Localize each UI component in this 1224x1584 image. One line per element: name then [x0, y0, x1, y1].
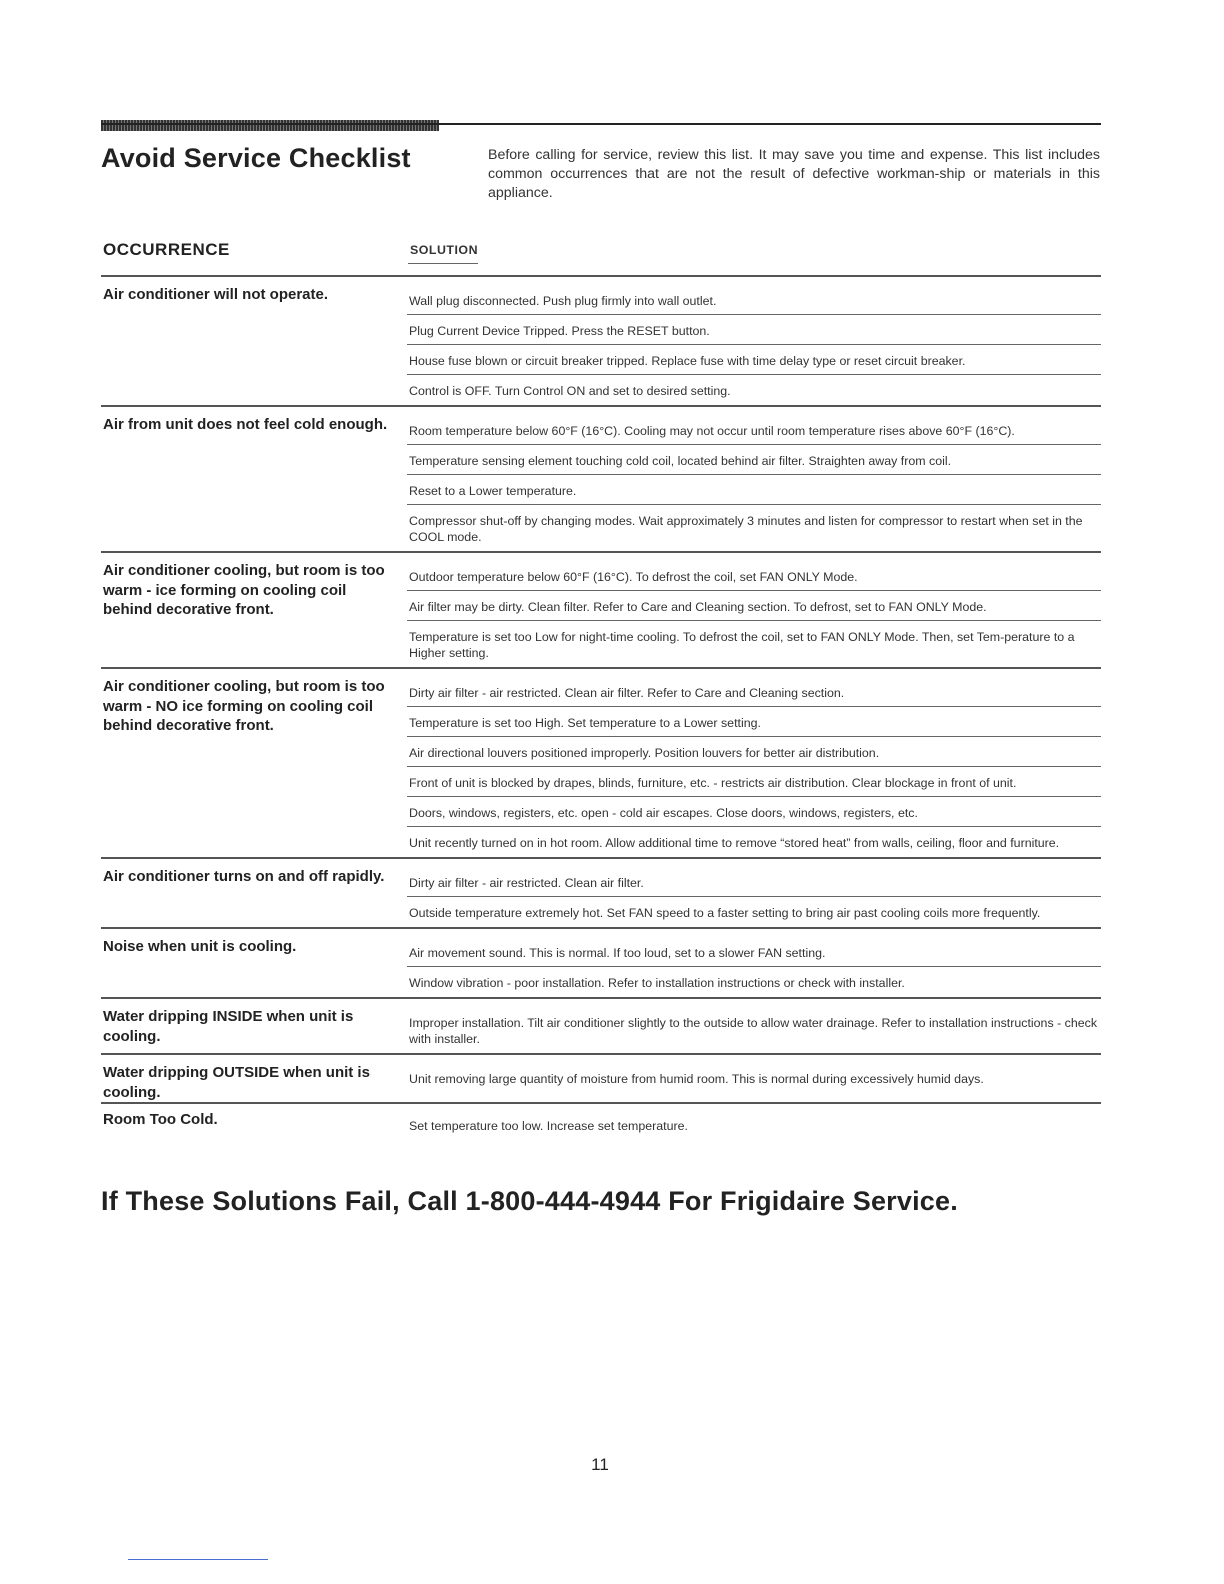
- solution-item: Plug Current Device Tripped. Press the RESET button.: [407, 321, 1101, 345]
- solution-item: Unit recently turned on in hot room. Allow additional time to remove “stored heat” from walls, ceiling, floor and furniture.: [409, 836, 1060, 850]
- checklist-row: [101, 405, 1101, 551]
- solution-item: Outdoor temperature below 60°F (16°C). To defrost the coil, set FAN ONLY Mode.: [407, 567, 1101, 591]
- checklist-row: [101, 927, 1101, 997]
- occurrence-text: Air conditioner cooling, but room is too warm - ice forming on cooling coil behind decorative front.: [103, 562, 385, 618]
- occurrence-text: Air from unit does not feel cold enough.: [103, 416, 388, 433]
- solution-list: [407, 999, 1101, 1053]
- checklist-row: [101, 667, 1101, 857]
- top-rule: [101, 123, 1101, 125]
- solution-list: [407, 407, 1101, 551]
- occurrence-text: Air conditioner cooling, but room is too warm - NO ice forming on cooling coil behind decorative front.: [103, 678, 385, 734]
- solution-item: Temperature is set too Low for night-time cooling. To defrost the coil, set to FAN ONLY Mode. Then, set Tem-perature to a Higher setting.: [409, 630, 1075, 660]
- solution-item: Dirty air filter - air restricted. Clean air filter. Refer to Care and Cleaning section.: [407, 683, 1101, 707]
- occurrence-text: Noise when unit is cooling.: [103, 938, 297, 955]
- checklist-row: [101, 857, 1101, 927]
- solution-item: Front of unit is blocked by drapes, blinds, furniture, etc. - restricts air distribution. Clear blockage in front of unit.: [407, 773, 1101, 797]
- checklist-row: [101, 1102, 1101, 1140]
- solution-item: Dirty air filter - air restricted. Clean air filter.: [407, 873, 1101, 897]
- occurrence-column-header: OCCURRENCE: [103, 240, 230, 259]
- solution-item: Compressor shut-off by changing modes. Wait approximately 3 minutes and listen for compressor to restart when set in the COOL mode.: [409, 514, 1083, 544]
- occurrence-text: Air conditioner will not operate.: [103, 286, 329, 303]
- occurrence-text: Room Too Cold.: [103, 1111, 218, 1128]
- page-number: 11: [591, 1455, 609, 1474]
- bottom-underline: [128, 1559, 268, 1560]
- solution-item: Temperature is set too High. Set temperature to a Lower setting.: [407, 713, 1101, 737]
- solution-list: [407, 1055, 1101, 1102]
- checklist-row: [101, 1053, 1101, 1102]
- solution-item: Unit removing large quantity of moisture from humid room. This is normal during excessively humid days.: [409, 1072, 984, 1086]
- solution-item: Air directional louvers positioned improperly. Position louvers for better air distribution.: [407, 743, 1101, 767]
- solution-list: [407, 929, 1101, 997]
- solution-column-header: SOLUTION: [408, 240, 478, 264]
- solution-list: [407, 669, 1101, 857]
- solution-item: Improper installation. Tilt air conditioner slightly to the outside to allow water drainage. Refer to installation instructions - check with installer.: [409, 1016, 1098, 1046]
- checklist-table: [101, 275, 1101, 1140]
- solution-item: Set temperature too low. Increase set temperature.: [409, 1119, 688, 1133]
- solution-item: Wall plug disconnected. Push plug firmly into wall outlet.: [407, 291, 1101, 315]
- solution-list: [407, 1104, 1101, 1140]
- checklist-row: [101, 275, 1101, 405]
- solution-item: House fuse blown or circuit breaker tripped. Replace fuse with time delay type or reset circuit breaker.: [407, 351, 1101, 375]
- solution-item: Room temperature below 60°F (16°C). Cooling may not occur until room temperature rises above 60°F (16°C).: [407, 421, 1101, 445]
- intro-paragraph: Before calling for service, review this list. It may save you time and expense. This list includes common occurrences that are not the result of defective workman-ship or materials in this appliance.: [488, 147, 1100, 201]
- solution-list: [407, 553, 1101, 667]
- service-call-banner: If These Solutions Fail, Call 1-800-444-4944 For Frigidaire Service.: [101, 1186, 958, 1216]
- solution-item: Air filter may be dirty. Clean filter. Refer to Care and Cleaning section. To defrost, set to FAN ONLY Mode.: [407, 597, 1101, 621]
- occurrence-text: Water dripping OUTSIDE when unit is cooling.: [103, 1064, 370, 1101]
- solution-item: Control is OFF. Turn Control ON and set to desired setting.: [409, 384, 731, 398]
- title-accent-bar: [101, 120, 439, 131]
- solution-item: Doors, windows, registers, etc. open - cold air escapes. Close doors, windows, registers, etc.: [407, 803, 1101, 827]
- solution-item: Temperature sensing element touching cold coil, located behind air filter. Straighten away from coil.: [407, 451, 1101, 475]
- solution-list: [407, 277, 1101, 405]
- checklist-row: [101, 997, 1101, 1053]
- solution-item: Reset to a Lower temperature.: [407, 481, 1101, 505]
- solution-item: Window vibration - poor installation. Refer to installation instructions or check with installer.: [409, 976, 905, 990]
- solution-item: Air movement sound. This is normal. If too loud, set to a slower FAN setting.: [407, 943, 1101, 967]
- occurrence-text: Air conditioner turns on and off rapidly.: [103, 868, 385, 885]
- checklist-row: [101, 551, 1101, 667]
- solution-item: Outside temperature extremely hot. Set FAN speed to a faster setting to bring air past cooling coils more frequently.: [409, 906, 1041, 920]
- solution-list: [407, 859, 1101, 927]
- occurrence-text: Water dripping INSIDE when unit is cooling.: [103, 1008, 354, 1045]
- page-title: Avoid Service Checklist: [101, 143, 411, 173]
